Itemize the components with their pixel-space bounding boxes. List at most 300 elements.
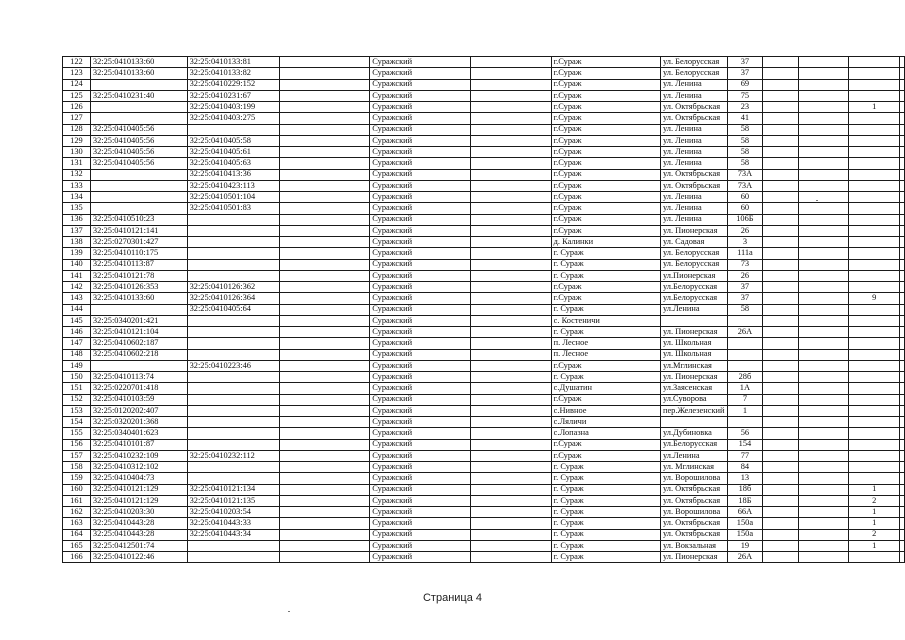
locality-cell: г.Сураж bbox=[551, 439, 660, 450]
empty-cell bbox=[280, 540, 370, 551]
district-cell: Суражский bbox=[370, 237, 470, 248]
empty-cell bbox=[763, 428, 799, 439]
empty-cell bbox=[798, 507, 848, 518]
locality-cell: г.Сураж bbox=[551, 282, 660, 293]
locality-cell: г. Сураж bbox=[551, 304, 660, 315]
empty-cell bbox=[763, 135, 799, 146]
row-number: 142 bbox=[63, 282, 91, 293]
house-number-cell: 60 bbox=[727, 192, 763, 203]
house-number-cell: 77 bbox=[727, 450, 763, 461]
empty-cell bbox=[470, 428, 551, 439]
empty-cell bbox=[763, 372, 799, 383]
table-row bbox=[63, 394, 905, 405]
empty-cell bbox=[470, 293, 551, 304]
empty-cell bbox=[280, 327, 370, 338]
empty-cell bbox=[280, 439, 370, 450]
locality-cell: г.Сураж bbox=[551, 192, 660, 203]
count-cell: 2 bbox=[849, 529, 900, 540]
locality-cell: г.Сураж bbox=[551, 293, 660, 304]
empty-cell bbox=[280, 338, 370, 349]
empty-cell bbox=[470, 327, 551, 338]
house-number-cell bbox=[727, 417, 763, 428]
empty-cell bbox=[470, 552, 551, 563]
empty-cell bbox=[763, 57, 799, 68]
empty-cell bbox=[900, 214, 905, 225]
empty-cell bbox=[470, 417, 551, 428]
empty-cell bbox=[900, 192, 905, 203]
count-cell bbox=[849, 203, 900, 214]
table-row bbox=[63, 360, 905, 371]
locality-cell: п. Лесное bbox=[551, 338, 660, 349]
row-number: 160 bbox=[63, 484, 91, 495]
row-number: 149 bbox=[63, 360, 91, 371]
register-table bbox=[62, 56, 905, 563]
count-cell bbox=[849, 405, 900, 416]
cadastral-number-2: 32:25:0410223:46 bbox=[187, 360, 280, 371]
empty-cell bbox=[470, 90, 551, 101]
empty-cell bbox=[798, 214, 848, 225]
cadastral-number-1: 32:25:0410443:28 bbox=[90, 529, 187, 540]
empty-cell bbox=[900, 529, 905, 540]
street-cell: ул. Октябрьская bbox=[660, 484, 727, 495]
row-number: 133 bbox=[63, 180, 91, 191]
district-cell: Суражский bbox=[370, 68, 470, 79]
house-number-cell: 26 bbox=[727, 225, 763, 236]
house-number-cell: 7 bbox=[727, 394, 763, 405]
count-cell: 1 bbox=[849, 484, 900, 495]
empty-cell bbox=[470, 57, 551, 68]
street-cell: ул.Ленина bbox=[660, 450, 727, 461]
empty-cell bbox=[470, 169, 551, 180]
empty-cell bbox=[470, 450, 551, 461]
empty-cell bbox=[900, 417, 905, 428]
row-number: 127 bbox=[63, 113, 91, 124]
count-cell bbox=[849, 214, 900, 225]
district-cell: Суражский bbox=[370, 192, 470, 203]
empty-cell bbox=[763, 214, 799, 225]
empty-cell bbox=[280, 484, 370, 495]
empty-cell bbox=[798, 428, 848, 439]
locality-cell: г.Сураж bbox=[551, 90, 660, 101]
empty-cell bbox=[280, 225, 370, 236]
empty-cell bbox=[900, 57, 905, 68]
district-cell: Суражский bbox=[370, 180, 470, 191]
street-cell: ул.Ленина bbox=[660, 304, 727, 315]
table-row bbox=[63, 473, 905, 484]
table-row bbox=[63, 552, 905, 563]
street-cell: ул. Ленина bbox=[660, 192, 727, 203]
row-number: 136 bbox=[63, 214, 91, 225]
empty-cell bbox=[798, 529, 848, 540]
empty-cell bbox=[900, 495, 905, 506]
empty-cell bbox=[280, 147, 370, 158]
empty-cell bbox=[280, 518, 370, 529]
empty-cell bbox=[798, 248, 848, 259]
empty-cell bbox=[763, 293, 799, 304]
empty-cell bbox=[900, 259, 905, 270]
empty-cell bbox=[798, 349, 848, 360]
locality-cell: г.Сураж bbox=[551, 203, 660, 214]
house-number-cell: 58 bbox=[727, 304, 763, 315]
house-number-cell: 66А bbox=[727, 507, 763, 518]
empty-cell bbox=[470, 405, 551, 416]
empty-cell bbox=[470, 102, 551, 113]
house-number-cell: 3 bbox=[727, 237, 763, 248]
cadastral-number-1: 32:25:0410510:23 bbox=[90, 214, 187, 225]
table-row bbox=[63, 293, 905, 304]
empty-cell bbox=[798, 372, 848, 383]
cadastral-number-1: 32:25:0340201:421 bbox=[90, 315, 187, 326]
empty-cell bbox=[798, 315, 848, 326]
district-cell: Суражский bbox=[370, 450, 470, 461]
empty-cell bbox=[763, 338, 799, 349]
empty-cell bbox=[470, 394, 551, 405]
count-cell bbox=[849, 169, 900, 180]
empty-cell bbox=[763, 405, 799, 416]
table-row bbox=[63, 327, 905, 338]
cadastral-number-1: 32:25:0410101:87 bbox=[90, 439, 187, 450]
house-number-cell: 18Б bbox=[727, 495, 763, 506]
district-cell: Суражский bbox=[370, 540, 470, 551]
district-cell: Суражский bbox=[370, 203, 470, 214]
count-cell bbox=[849, 282, 900, 293]
cadastral-number-2: 32:25:0410405:58 bbox=[187, 135, 280, 146]
count-cell bbox=[849, 462, 900, 473]
count-cell bbox=[849, 372, 900, 383]
row-number: 166 bbox=[63, 552, 91, 563]
district-cell: Суражский bbox=[370, 473, 470, 484]
district-cell: Суражский bbox=[370, 315, 470, 326]
street-cell bbox=[660, 417, 727, 428]
table-row bbox=[63, 450, 905, 461]
cadastral-number-2 bbox=[187, 214, 280, 225]
cadastral-number-2: 32:25:0410403:199 bbox=[187, 102, 280, 113]
table-row bbox=[63, 192, 905, 203]
cadastral-number-1: 32:25:0410405:56 bbox=[90, 135, 187, 146]
empty-cell bbox=[470, 248, 551, 259]
district-cell: Суражский bbox=[370, 360, 470, 371]
district-cell: Суражский bbox=[370, 169, 470, 180]
street-cell: ул.Суворова bbox=[660, 394, 727, 405]
empty-cell bbox=[798, 90, 848, 101]
cadastral-number-2 bbox=[187, 372, 280, 383]
house-number-cell: 75 bbox=[727, 90, 763, 101]
street-cell: ул. Октябрьская bbox=[660, 113, 727, 124]
street-cell: ул. Белорусская bbox=[660, 248, 727, 259]
cadastral-number-2 bbox=[187, 439, 280, 450]
count-cell bbox=[849, 158, 900, 169]
district-cell: Суражский bbox=[370, 113, 470, 124]
house-number-cell: 73А bbox=[727, 169, 763, 180]
count-cell bbox=[849, 259, 900, 270]
empty-cell bbox=[470, 540, 551, 551]
row-number: 139 bbox=[63, 248, 91, 259]
table-row bbox=[63, 338, 905, 349]
empty-cell bbox=[798, 293, 848, 304]
count-cell bbox=[849, 450, 900, 461]
locality-cell: с.Лопазна bbox=[551, 428, 660, 439]
table-row bbox=[63, 169, 905, 180]
house-number-cell: 1А bbox=[727, 383, 763, 394]
empty-cell bbox=[798, 192, 848, 203]
cadastral-number-2 bbox=[187, 338, 280, 349]
district-cell: Суражский bbox=[370, 428, 470, 439]
street-cell: ул. Октябрьская bbox=[660, 169, 727, 180]
locality-cell: г.Сураж bbox=[551, 57, 660, 68]
district-cell: Суражский bbox=[370, 327, 470, 338]
table-row bbox=[63, 304, 905, 315]
street-cell: ул. Октябрьская bbox=[660, 102, 727, 113]
locality-cell: г. Сураж bbox=[551, 495, 660, 506]
house-number-cell: 37 bbox=[727, 68, 763, 79]
table-row bbox=[63, 237, 905, 248]
count-cell bbox=[849, 473, 900, 484]
empty-cell bbox=[900, 349, 905, 360]
count-cell bbox=[849, 417, 900, 428]
empty-cell bbox=[900, 79, 905, 90]
street-cell: ул.Пионерская bbox=[660, 270, 727, 281]
district-cell: Суражский bbox=[370, 304, 470, 315]
empty-cell bbox=[763, 495, 799, 506]
district-cell: Суражский bbox=[370, 259, 470, 270]
count-cell bbox=[849, 147, 900, 158]
cadastral-number-1: 32:25:0410113:74 bbox=[90, 372, 187, 383]
empty-cell bbox=[470, 214, 551, 225]
empty-cell bbox=[470, 507, 551, 518]
locality-cell: г.Сураж bbox=[551, 360, 660, 371]
cadastral-number-1: 32:25:0410232:109 bbox=[90, 450, 187, 461]
house-number-cell: 106Б bbox=[727, 214, 763, 225]
cadastral-number-2: 32:25:0410133:82 bbox=[187, 68, 280, 79]
empty-cell bbox=[798, 360, 848, 371]
street-cell: ул. Ленина bbox=[660, 147, 727, 158]
locality-cell: г.Сураж bbox=[551, 79, 660, 90]
empty-cell bbox=[280, 203, 370, 214]
row-number: 145 bbox=[63, 315, 91, 326]
empty-cell bbox=[280, 360, 370, 371]
table-row bbox=[63, 113, 905, 124]
cadastral-number-2 bbox=[187, 552, 280, 563]
empty-cell bbox=[763, 147, 799, 158]
empty-cell bbox=[798, 158, 848, 169]
count-cell: 1 bbox=[849, 507, 900, 518]
cadastral-number-2 bbox=[187, 417, 280, 428]
empty-cell bbox=[470, 79, 551, 90]
empty-cell bbox=[798, 57, 848, 68]
empty-cell bbox=[470, 113, 551, 124]
cadastral-number-1: 32:25:0410121:141 bbox=[90, 225, 187, 236]
empty-cell bbox=[280, 57, 370, 68]
empty-cell bbox=[470, 270, 551, 281]
table-row bbox=[63, 495, 905, 506]
house-number-cell: 60 bbox=[727, 203, 763, 214]
empty-cell bbox=[763, 102, 799, 113]
row-number: 132 bbox=[63, 169, 91, 180]
row-number: 150 bbox=[63, 372, 91, 383]
empty-cell bbox=[470, 203, 551, 214]
scan-speck bbox=[816, 200, 818, 201]
cadastral-number-1: 32:25:0410126:353 bbox=[90, 282, 187, 293]
empty-cell bbox=[900, 552, 905, 563]
row-number: 134 bbox=[63, 192, 91, 203]
district-cell: Суражский bbox=[370, 214, 470, 225]
empty-cell bbox=[798, 540, 848, 551]
house-number-cell: 84 bbox=[727, 462, 763, 473]
empty-cell bbox=[798, 338, 848, 349]
table-row bbox=[63, 439, 905, 450]
empty-cell bbox=[280, 90, 370, 101]
house-number-cell: 37 bbox=[727, 282, 763, 293]
street-cell: ул. Школьная bbox=[660, 338, 727, 349]
register-rows bbox=[63, 57, 905, 563]
table-row bbox=[63, 158, 905, 169]
table-row bbox=[63, 259, 905, 270]
street-cell: ул. Ленина bbox=[660, 214, 727, 225]
empty-cell bbox=[280, 180, 370, 191]
locality-cell: с.Душатин bbox=[551, 383, 660, 394]
cadastral-number-2: 32:25:0410405:64 bbox=[187, 304, 280, 315]
count-cell bbox=[849, 113, 900, 124]
empty-cell bbox=[470, 282, 551, 293]
district-cell: Суражский bbox=[370, 147, 470, 158]
house-number-cell: 18б bbox=[727, 484, 763, 495]
locality-cell: г. Сураж bbox=[551, 259, 660, 270]
empty-cell bbox=[470, 68, 551, 79]
empty-cell bbox=[798, 473, 848, 484]
table-row bbox=[63, 282, 905, 293]
empty-cell bbox=[900, 237, 905, 248]
cadastral-number-1: 32:25:0410103:59 bbox=[90, 394, 187, 405]
street-cell: ул.Дубиновка bbox=[660, 428, 727, 439]
street-cell: ул. Ленина bbox=[660, 203, 727, 214]
empty-cell bbox=[900, 372, 905, 383]
cadastral-number-2: 32:25:0410121:135 bbox=[187, 495, 280, 506]
cadastral-number-2 bbox=[187, 270, 280, 281]
cadastral-number-2: 32:25:0410126:364 bbox=[187, 293, 280, 304]
house-number-cell: 58 bbox=[727, 158, 763, 169]
district-cell: Суражский bbox=[370, 293, 470, 304]
cadastral-number-2 bbox=[187, 327, 280, 338]
district-cell: Суражский bbox=[370, 495, 470, 506]
locality-cell: г. Сураж bbox=[551, 518, 660, 529]
district-cell: Суражский bbox=[370, 90, 470, 101]
empty-cell bbox=[900, 315, 905, 326]
locality-cell: г.Сураж bbox=[551, 180, 660, 191]
empty-cell bbox=[763, 507, 799, 518]
house-number-cell: 26А bbox=[727, 552, 763, 563]
empty-cell bbox=[280, 417, 370, 428]
count-cell bbox=[849, 360, 900, 371]
empty-cell bbox=[470, 349, 551, 360]
cadastral-number-2 bbox=[187, 237, 280, 248]
locality-cell: г. Сураж bbox=[551, 248, 660, 259]
empty-cell bbox=[900, 518, 905, 529]
table-row bbox=[63, 270, 905, 281]
locality-cell: г.Сураж bbox=[551, 68, 660, 79]
empty-cell bbox=[470, 180, 551, 191]
locality-cell: г.Сураж bbox=[551, 102, 660, 113]
empty-cell bbox=[763, 327, 799, 338]
cadastral-number-1: 32:25:0410405:56 bbox=[90, 158, 187, 169]
count-cell bbox=[849, 135, 900, 146]
district-cell: Суражский bbox=[370, 102, 470, 113]
street-cell: ул. Ворошилова bbox=[660, 507, 727, 518]
table-row bbox=[63, 147, 905, 158]
cadastral-number-1: 32:25:0410121:129 bbox=[90, 484, 187, 495]
empty-cell bbox=[763, 552, 799, 563]
empty-cell bbox=[763, 383, 799, 394]
empty-cell bbox=[900, 169, 905, 180]
empty-cell bbox=[900, 450, 905, 461]
empty-cell bbox=[900, 147, 905, 158]
empty-cell bbox=[900, 102, 905, 113]
count-cell bbox=[849, 68, 900, 79]
empty-cell bbox=[798, 439, 848, 450]
street-cell: ул. Пионерская bbox=[660, 225, 727, 236]
empty-cell bbox=[900, 225, 905, 236]
count-cell bbox=[849, 237, 900, 248]
locality-cell: д. Калинки bbox=[551, 237, 660, 248]
count-cell bbox=[849, 90, 900, 101]
cadastral-number-2: 32:25:0410121:134 bbox=[187, 484, 280, 495]
empty-cell bbox=[900, 158, 905, 169]
cadastral-number-1 bbox=[90, 79, 187, 90]
table-row bbox=[63, 248, 905, 259]
district-cell: Суражский bbox=[370, 484, 470, 495]
empty-cell bbox=[280, 495, 370, 506]
empty-cell bbox=[763, 462, 799, 473]
empty-cell bbox=[798, 495, 848, 506]
empty-cell bbox=[470, 304, 551, 315]
cadastral-number-2: 32:25:0410423:113 bbox=[187, 180, 280, 191]
empty-cell bbox=[900, 428, 905, 439]
empty-cell bbox=[900, 439, 905, 450]
street-cell: ул. Октябрьская bbox=[660, 518, 727, 529]
cadastral-number-2 bbox=[187, 473, 280, 484]
table-row bbox=[63, 180, 905, 191]
cadastral-number-2: 32:25:0410229:152 bbox=[187, 79, 280, 90]
empty-cell bbox=[763, 394, 799, 405]
empty-cell bbox=[798, 484, 848, 495]
empty-cell bbox=[470, 338, 551, 349]
cadastral-number-2 bbox=[187, 248, 280, 259]
empty-cell bbox=[798, 135, 848, 146]
empty-cell bbox=[470, 383, 551, 394]
house-number-cell: 69 bbox=[727, 79, 763, 90]
empty-cell bbox=[470, 225, 551, 236]
district-cell: Суражский bbox=[370, 507, 470, 518]
row-number: 140 bbox=[63, 259, 91, 270]
street-cell: ул. Белорусская bbox=[660, 57, 727, 68]
count-cell bbox=[849, 327, 900, 338]
street-cell: ул. Ленина bbox=[660, 79, 727, 90]
empty-cell bbox=[763, 203, 799, 214]
empty-cell bbox=[798, 79, 848, 90]
locality-cell: г.Сураж bbox=[551, 394, 660, 405]
empty-cell bbox=[280, 192, 370, 203]
house-number-cell: 150а bbox=[727, 529, 763, 540]
empty-cell bbox=[763, 270, 799, 281]
locality-cell: п. Лесное bbox=[551, 349, 660, 360]
district-cell: Суражский bbox=[370, 518, 470, 529]
empty-cell bbox=[763, 439, 799, 450]
empty-cell bbox=[280, 405, 370, 416]
empty-cell bbox=[900, 135, 905, 146]
locality-cell: г.Сураж bbox=[551, 225, 660, 236]
locality-cell: с.Нивное bbox=[551, 405, 660, 416]
empty-cell bbox=[470, 192, 551, 203]
empty-cell bbox=[280, 304, 370, 315]
